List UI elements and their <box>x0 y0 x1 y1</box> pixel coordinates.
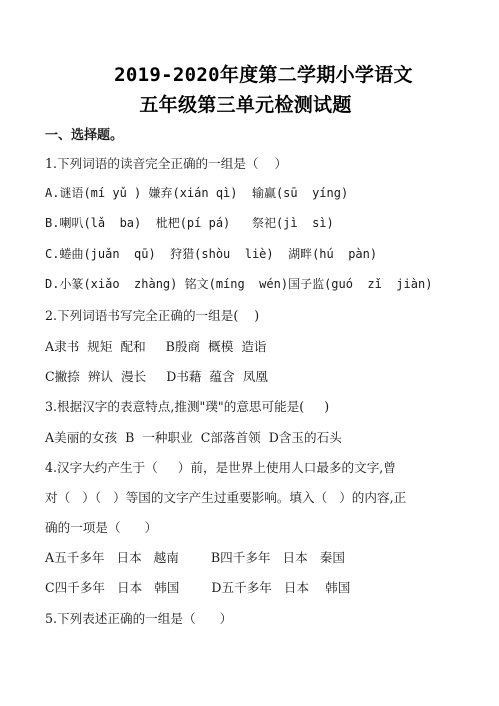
q1-option-b: B.喇叭(lǎ ba) 枇杷(pí pá) 祭祀(jì sì) <box>45 216 334 230</box>
q1-option-a: A.谜语(mí yǔ ) 嫌弃(xián qì) 输赢(sū yíng) <box>45 186 349 200</box>
q1-option-c: C.蜷曲(juǎn qū) 狩猎(shòu liè) 湖畔(hú pàn) <box>45 247 378 261</box>
q3-stem: 3.根据汉字的表意特点,推测"璞"的意思可能是( ) <box>45 399 330 414</box>
q1-option-d: D.小篆(xiǎo zhàng) 铭文(míng wén)国子监(guó zǐ jiàn) <box>45 277 433 291</box>
q2-options-cd: C撇捺 辨认 漫长 D书藉 蕴含 凤凰 <box>45 369 268 384</box>
q4-stem-line2: 对（ ）（ ）等国的文字产生过重要影响。填入（ ）的内容,正 <box>45 490 407 505</box>
section-heading-choice: 一、选择题。 <box>45 128 124 143</box>
q5-stem: 5.下列表述正确的一组是（ ） <box>45 611 233 626</box>
q4-options-cd: C四千多年 日本 韩国 D五千多年 日本 韩国 <box>45 580 351 595</box>
q4-options-ab: A五千多年 日本 越南 B四千多年 日本 秦国 <box>45 550 345 565</box>
q3-options: A美丽的女孩 B 一种职业 C部落首领 D含玉的石头 <box>45 430 342 445</box>
q4-stem-line1: 4.汉字大约产生于（ ）前，是世界上使用人口最多的文字,曾 <box>45 460 396 475</box>
exam-title-line1: 2019-2020年度第二学期小学语文 <box>114 64 413 86</box>
q4-stem-line3: 确的一项是（ ） <box>45 520 158 535</box>
q1-stem: 1.下列词语的读音完全正确的一组是（ ） <box>45 156 288 171</box>
exam-title-line2: 五年级第三单元检测试题 <box>139 94 352 116</box>
q2-options-ab: A隶书 规矩 配和 B殷商 概模 造诣 <box>45 339 267 354</box>
q2-stem: 2.下列词语书写完全正确的一组是( ) <box>45 308 260 323</box>
